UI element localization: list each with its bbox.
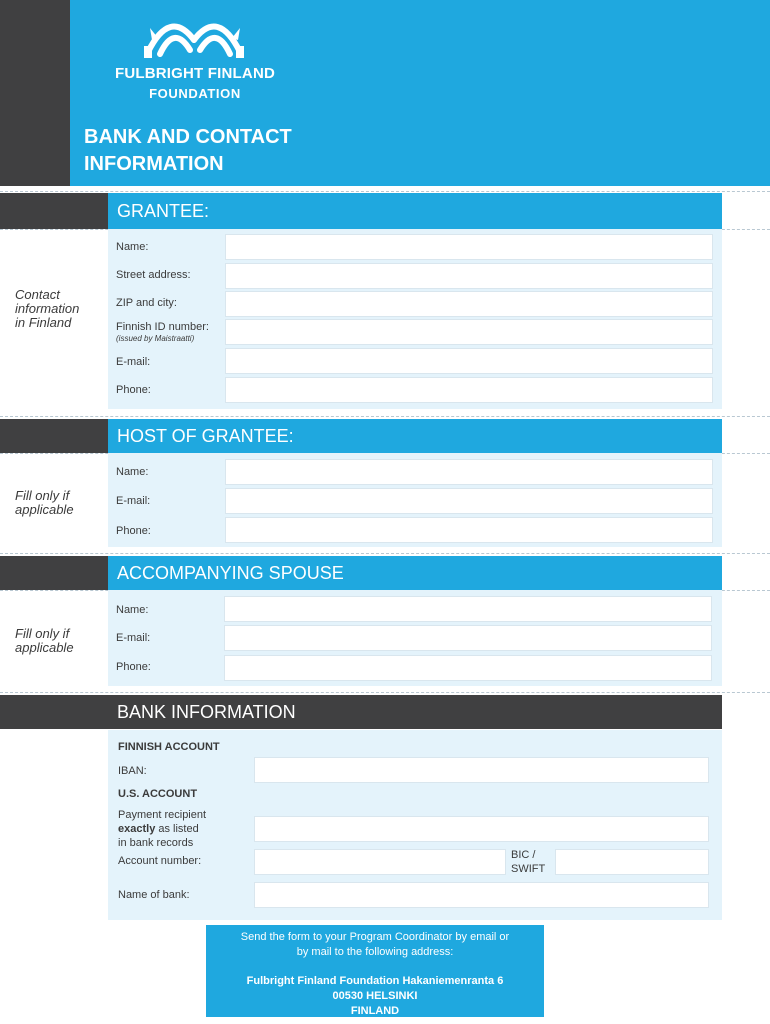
spouse-email-field[interactable] <box>224 625 712 651</box>
us-account-heading: U.S. ACCOUNT <box>118 788 198 800</box>
section-title-spouse: ACCOMPANYING SPOUSE <box>108 556 722 590</box>
grantee-phone-field[interactable] <box>225 377 713 403</box>
account-number-field[interactable] <box>254 849 506 875</box>
grantee-id-field[interactable] <box>225 319 713 345</box>
grantee-email-label: E-mail: <box>116 356 151 368</box>
spouse-side-label: Fill only if applicable <box>15 626 74 655</box>
divider <box>0 553 770 554</box>
section-title-grantee: GRANTEE: <box>108 193 722 229</box>
divider <box>0 692 770 693</box>
divider <box>0 416 770 417</box>
grantee-zip-label: ZIP and city: <box>116 297 177 309</box>
grantee-side-label: Contact information in Finland <box>15 287 80 330</box>
grantee-id-label: Finnish ID number: <box>116 321 209 333</box>
host-name-label: Name: <box>116 466 149 478</box>
spouse-phone-field[interactable] <box>224 655 712 681</box>
payment-recipient-label: Payment recipient exactly as listed in bank records <box>118 809 207 849</box>
host-phone-label: Phone: <box>116 525 151 537</box>
bridge-arches-icon <box>90 10 300 62</box>
spouse-name-label: Name: <box>116 604 149 616</box>
grantee-name-label: Name: <box>116 241 149 253</box>
grantee-zip-field[interactable] <box>225 291 713 317</box>
host-name-field[interactable] <box>225 459 713 485</box>
page-title-line2: INFORMATION <box>84 153 224 175</box>
section-title-host: HOST OF GRANTEE: <box>108 419 722 453</box>
page-title <box>84 124 484 178</box>
host-email-field[interactable] <box>225 488 713 514</box>
grantee-name-field[interactable] <box>225 234 713 260</box>
header-dark-strip <box>0 0 70 186</box>
iban-label: IBAN: <box>118 765 147 777</box>
spouse-name-field[interactable] <box>224 596 712 622</box>
host-phone-field[interactable] <box>225 517 713 543</box>
footer-instruction-line1: Send the form to your Program Coordinator by email or <box>240 931 510 943</box>
grantee-street-field[interactable] <box>225 263 713 289</box>
logo-text-fulbright-finland: FULBRIGHT FINLAND <box>114 65 276 82</box>
footer-instruction-line2: by mail to the following address: <box>296 946 454 958</box>
section-title-bank: BANK INFORMATION <box>0 695 722 729</box>
host-email-label: E-mail: <box>116 495 151 507</box>
spouse-email-label: E-mail: <box>116 632 151 644</box>
mailing-instructions <box>206 925 544 1017</box>
grantee-street-label: Street address: <box>116 269 191 281</box>
grantee-phone-label: Phone: <box>116 384 151 396</box>
grantee-email-field[interactable] <box>225 348 713 374</box>
bic-swift-field[interactable] <box>555 849 709 875</box>
bic-swift-label: BIC / SWIFT <box>511 849 546 875</box>
finnish-account-heading: FINNISH ACCOUNT <box>118 741 220 753</box>
logo-text-foundation: FOUNDATION <box>149 86 241 101</box>
spouse-phone-label: Phone: <box>116 661 151 673</box>
bank-name-label: Name of bank: <box>118 889 190 901</box>
account-number-label: Account number: <box>118 855 202 867</box>
footer-address: Fulbright Finland Foundation Hakaniemenranta 6 00530 HELSINKI FINLAND <box>246 975 504 1017</box>
page-title-line1: BANK AND CONTACT <box>84 126 292 148</box>
bank-name-field[interactable] <box>254 882 709 908</box>
section-tab-host <box>0 419 108 453</box>
section-tab-grantee <box>0 193 108 229</box>
divider <box>0 191 770 192</box>
payment-recipient-field[interactable] <box>254 816 709 842</box>
iban-field[interactable] <box>254 757 709 783</box>
grantee-id-sublabel: (issued by Maistraatti) <box>116 334 195 343</box>
fulbright-logo <box>90 10 300 110</box>
section-tab-spouse <box>0 556 108 590</box>
host-side-label: Fill only if applicable <box>15 488 74 517</box>
